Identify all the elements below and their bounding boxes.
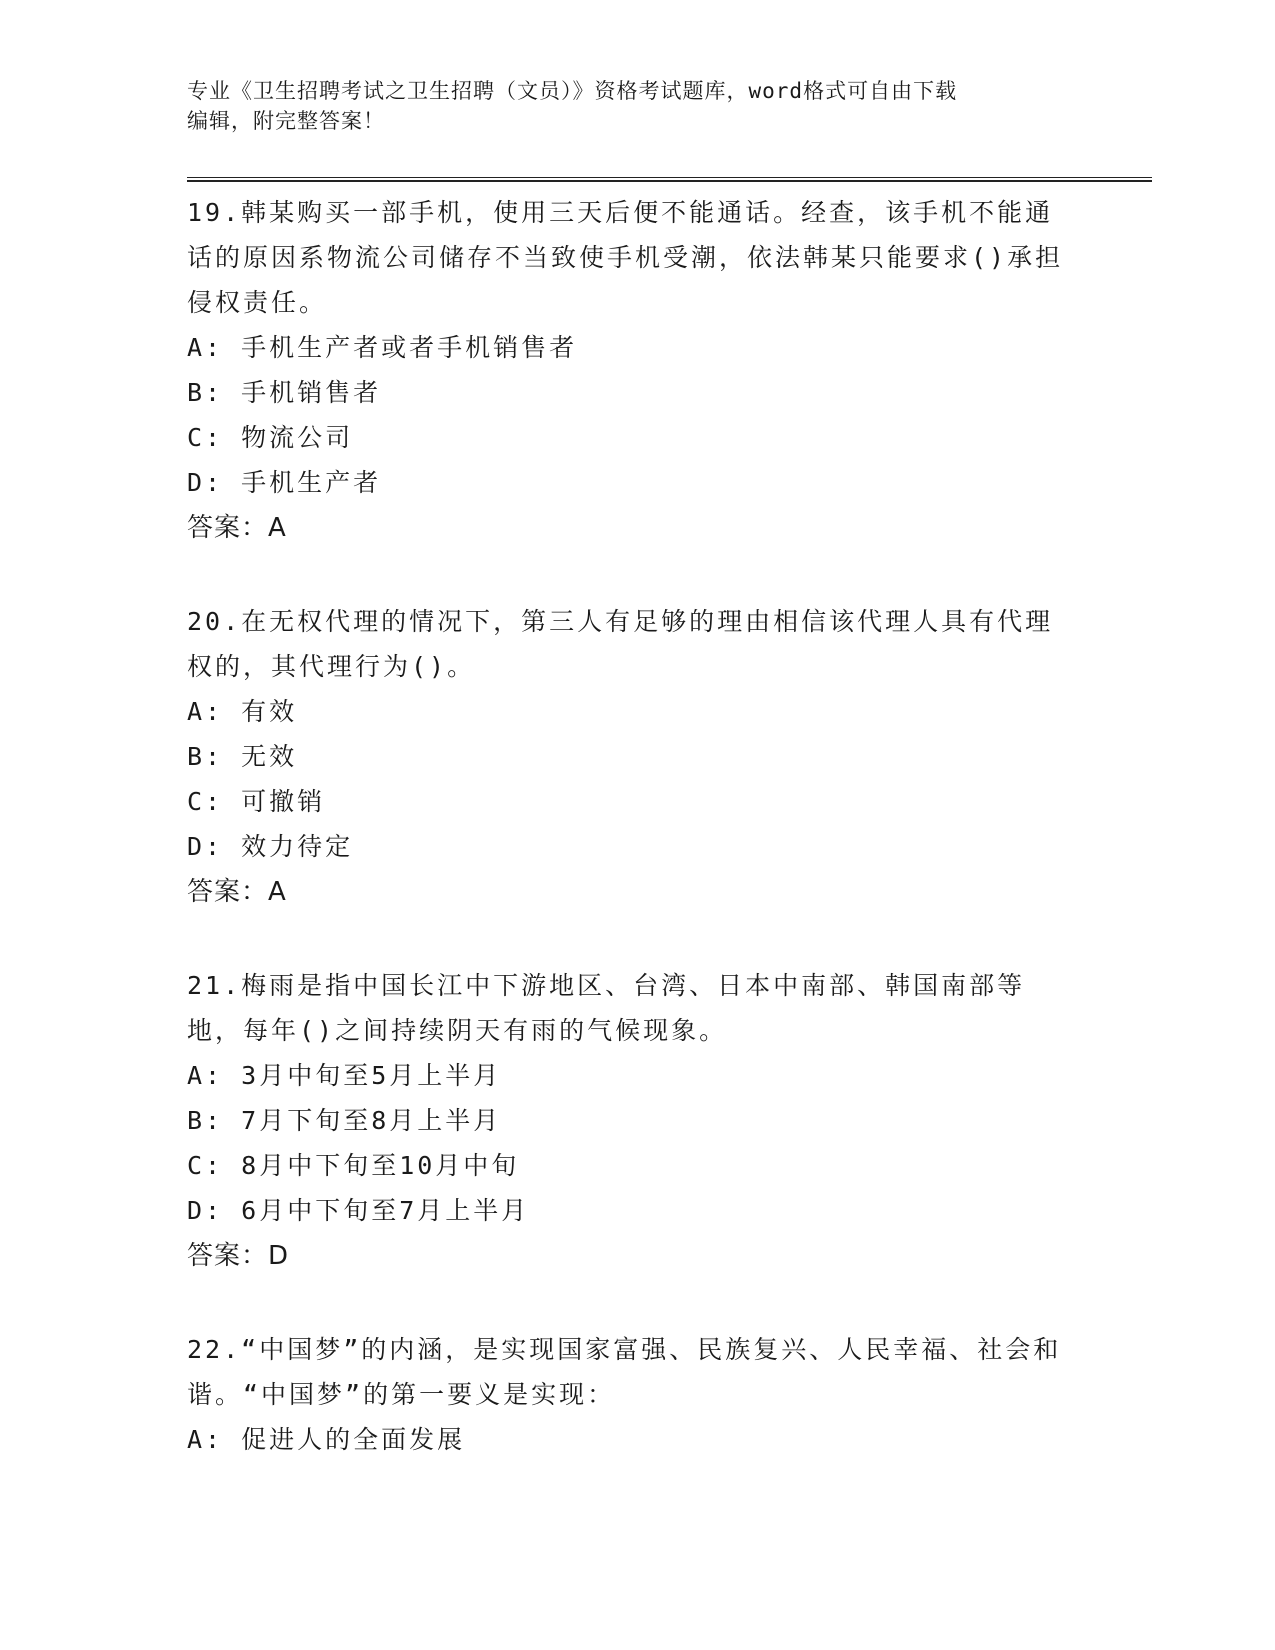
option-c: C: 物流公司 xyxy=(187,423,354,452)
question-19 xyxy=(187,190,1067,551)
answer-label: 答案：D xyxy=(187,1241,290,1271)
question-stem: 22.“中国梦”的内涵，是实现国家富强、民族复兴、人民幸福、社会和谐。“中国梦”的第一要义是实现： xyxy=(187,1335,1062,1409)
option-d: D: 6月中下旬至7月上半月 xyxy=(187,1196,530,1225)
question-stem: 19.韩某购买一部手机，使用三天后便不能通话。经查，该手机不能通话的原因系物流公司储存不当致使手机受潮，依法韩某只能要求()承担侵权责任。 xyxy=(187,198,1064,317)
option-a: A: 促进人的全面发展 xyxy=(187,1425,466,1454)
question-22 xyxy=(187,1327,1067,1462)
option-d: D: 手机生产者 xyxy=(187,468,382,497)
header-line-2: 编辑，附完整答案！ xyxy=(187,109,385,133)
header-line-1: 专业《卫生招聘考试之卫生招聘（文员）》资格考试题库，word格式可自由下载 xyxy=(187,79,958,103)
document-header xyxy=(187,76,1067,136)
question-stem: 20.在无权代理的情况下，第三人有足够的理由相信该代理人具有代理权的，其代理行为()。 xyxy=(187,607,1054,681)
header-divider xyxy=(187,177,1152,182)
option-b: B: 手机销售者 xyxy=(187,378,382,407)
option-d: D: 效力待定 xyxy=(187,832,354,861)
option-c: C: 可撤销 xyxy=(187,787,326,816)
option-a: A: 手机生产者或者手机销售者 xyxy=(187,333,578,362)
question-20 xyxy=(187,599,1067,915)
question-list xyxy=(187,190,1067,1510)
question-stem: 21.梅雨是指中国长江中下游地区、台湾、日本中南部、韩国南部等地，每年()之间持续阴天有雨的气候现象。 xyxy=(187,971,1026,1045)
option-a: A: 有效 xyxy=(187,697,298,726)
option-c: C: 8月中下旬至10月中旬 xyxy=(187,1151,520,1180)
answer-label: 答案：A xyxy=(187,877,287,907)
option-b: B: 无效 xyxy=(187,742,298,771)
question-21 xyxy=(187,963,1067,1279)
option-b: B: 7月下旬至8月上半月 xyxy=(187,1106,502,1135)
answer-label: 答案：A xyxy=(187,513,287,543)
option-a: A: 3月中旬至5月上半月 xyxy=(187,1061,502,1090)
